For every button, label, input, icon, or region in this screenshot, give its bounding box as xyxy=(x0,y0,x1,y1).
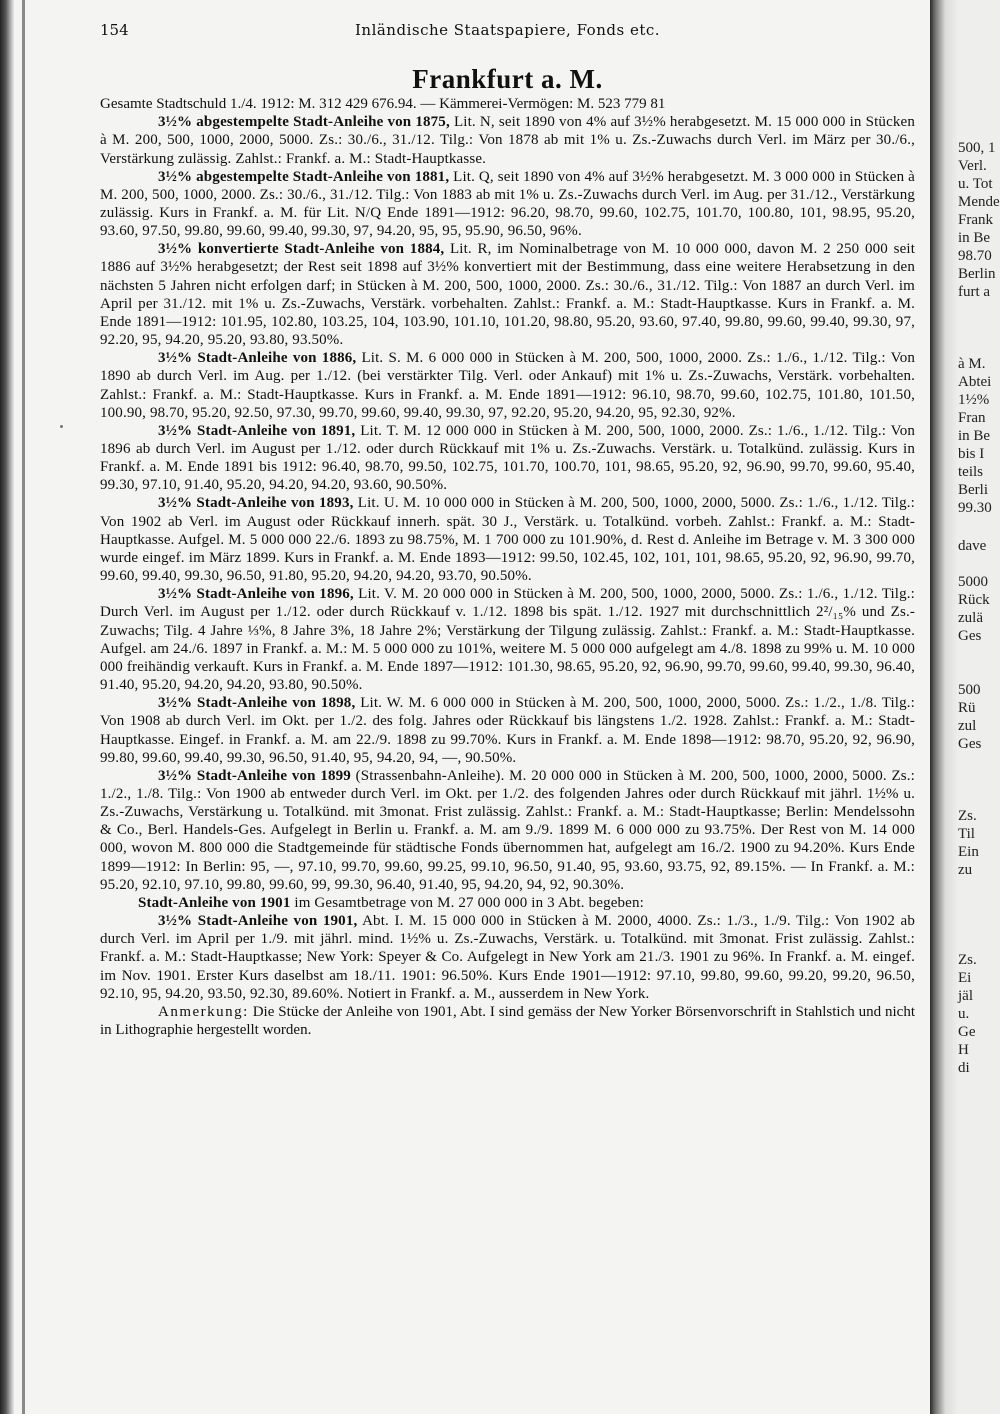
adjacent-fragment: in Be xyxy=(958,428,991,444)
total-debt-line: Gesamte Stadtschuld 1./4. 1912: M. 312 429 676.94. — Kämmerei-Vermögen: M. 523 779 81 xyxy=(100,96,666,112)
adjacent-fragment: Zs. xyxy=(958,952,977,968)
adjacent-fragment: Mende xyxy=(958,194,1000,210)
adjacent-fragment: à M. xyxy=(958,356,986,372)
bond-title: 3½% Stadt-Anleihe von 1899 xyxy=(158,767,351,784)
bond-title: 3½% konvertierte Stadt-Anleihe von 1884, xyxy=(158,241,445,258)
bond-details: Lit. T. M. 12 000 000 in Stücken à M. 200, 500, 1000, 2000. Zs.: 1./6., 1./12. Tilg.: Von 1896 ab durch Verl. im August per 1./12. oder durch Rückkauf mit 1% u. Zs.-Zuwachs. Verstärk. u. Totalkünd. zulässig. Kurs in Frankf. a. M. Ende 1891 bis 1912: 96.40, 98.70, 99.50, 102.75, 101.70, 100.70, 101, 98.65, 95.20, 92, 96.90, 99.70, 99.60, 95.40, 99.30, 97.10, 91.40, 95.20, 94.20, 94.20, 93.60, 90.50%. xyxy=(100,422,916,494)
bond-title: 3½% Stadt-Anleihe von 1891, xyxy=(158,422,356,439)
section-heading: Frankfurt a. M. xyxy=(412,64,603,94)
bond-details: Lit. N, seit 1890 von 4% auf 3½% herabgesetzt. M. 15 000 000 in Stücken à M. 200, 500, 1000, 2000, 5000. Zs.: 30./6., 31./12. Tilg.: Von 1878 ab mit 1% u. Zs.-Zuwachs durch Verl. im März per 30./6., Verstärkung zulässig. Zahlst.: Frankf. a. M.: Stadt-Hauptkasse. xyxy=(100,114,916,167)
adjacent-fragment: Berlin xyxy=(958,266,996,282)
adjacent-fragment: Berli xyxy=(958,482,988,498)
bond-entry xyxy=(100,494,915,585)
bond-details: Lit. W. M. 6 000 000 in Stücken à M. 200, 500, 1000, 2000, 5000. Zs.: 1./2., 1./8. Tilg.: Von 1908 ab durch Verl. im Okt. per 1./2. des folg. Jahres oder Rückkauf bis längstens 1./2. 1928. Zahlst.: Frankf. a. M.: Stadt-Hauptkasse. Eingef. in Frankf. a. M. am 22./9. 1898 zu 99.70%. Kurs in Frankf. a. M. Ende 1898—1912: 98.70, 95.20, 92, 96.90, 99.80, 99.60, 99.40, 99.30, 96.50, 91.40, 95, 94.20, 94, —, 90.50%. xyxy=(100,695,915,766)
bond-entry xyxy=(100,349,915,422)
bond-title: 3½% Stadt-Anleihe von 1901, xyxy=(158,913,358,930)
page-number: 154 xyxy=(100,21,129,39)
bond-entry xyxy=(100,694,915,767)
adjacent-fragment: Frank xyxy=(958,212,993,228)
bond-details: Lit. R, im Nominalbetrage von M. 10 000 000, davon M. 2 250 000 seit 1886 auf 3½% herabgesetzt; der Rest seit 1898 auf 3½% konvertiert mit der Bestimmung, dass eine weitere Herabsetzung in den nächsten 5 Jahren nicht erfolgen darf; in Stücken à M. 200, 500, 1000, 2000. Zs.: 30./6., 31./12. Tilg.: Von 1887 an durch Verl. im April per 31./12. mit 1% u. Zs.-Zuwachs, Verstärk. vorbehalten. Zahlst.: Frankf. a. M.: Stadt-Hauptkasse. Kurs in Frankf. a. M. Ende 1891—1912: 101.95, 102.80, 103.25, 104, 103.90, 101.10, 101.20, 98.80, 95.20, 93.60, 97.40, 99.80, 99.60, 99.40, 99.30, 97, 92.20, 95, 94.20, 95.20, 93.80, 93.50%. xyxy=(100,241,916,349)
bond-entry xyxy=(100,422,915,495)
bond-group-heading xyxy=(100,894,915,912)
adjacent-fragment: Til xyxy=(958,826,975,842)
adjacent-fragment: zulä xyxy=(958,610,983,626)
adjacent-fragment: teils xyxy=(958,464,983,480)
adjacent-fragment: Verl. xyxy=(958,158,987,174)
bond-title: 3½% abgestempelte Stadt-Anleihe von 1881, xyxy=(158,168,450,185)
adjacent-fragment: Ge xyxy=(958,1024,976,1040)
adjacent-fragment: u. Tot xyxy=(958,176,993,192)
adjacent-fragment: in Be xyxy=(958,230,991,246)
remark xyxy=(100,1003,915,1039)
remark-text: Die Stücke der Anleihe von 1901, Abt. I sind gemäss der New Yorker Börsenvorschrift in Stahlstich und nicht in Lithographie hergestellt worden. xyxy=(100,1003,915,1039)
bond-entry xyxy=(100,240,915,349)
bond-entry xyxy=(100,912,915,1003)
adjacent-fragment: dave xyxy=(958,538,987,554)
bond-entry xyxy=(100,585,915,694)
bond-title: 3½% Stadt-Anleihe von 1886, xyxy=(158,350,357,367)
adjacent-fragment: Ges xyxy=(958,628,982,644)
bond-details: (Strassenbahn-Anleihe). M. 20 000 000 in Stücken à M. 200, 500, 1000, 2000, 5000. Zs.: 1./2., 1./8. Tilg.: Von 1900 ab entweder durch Verl. im Okt. per 1./2. des folgenden Jahres oder durch Rückkauf mit jährl. 1½% u. Zs.-Zuwachs, Verstärkung u. Totalkünd. mit 3monat. Frist zulässig. Zahlst.: Frankf. a. M.: Stadt-Hauptkasse; Berlin: Mendelssohn & Co., Berl. Handels-Ges. Aufgelegt in Berlin u. Frankf. a. M. am 9./9. 1899 M. 6 000 000 zu 93.75%. Der Rest von M. 14 000 000, wovon M. 800 000 die Stadtgemeinde für städtische Fonds übernommen hat, aufgelegt am 16./2. 1900 zu 94.20%. Kurs Ende 1899—1912: In Berlin: 95, —, 97.10, 99.70, 99.60, 99.25, 99.10, 96.50, 91.40, 95, 93.60, 93.75, 92, 89.15%. — In Frankf. a. M.: 95.20, 92.10, 97.10, 99.80, 99.60, 99, 99.30, 96.40, 91.40, 95, 94.20, 94, 92, 90.30%. xyxy=(100,767,915,893)
running-title: Inländische Staatspapiere, Fonds etc. xyxy=(354,21,661,39)
bond-details: Lit. U. M. 10 000 000 in Stücken à M. 200, 500, 1000, 2000, 5000. Zs.: 1./6., 1./12. Tilg.: Von 1902 ab Verl. im August oder Rückkauf innerh. spät. 30 J., Verstärk. u. Totalkünd. vorbeh. Zahlst.: Frankf. a. M.: Stadt-Hauptkasse. Aufgel. M. 5 000 000 22./6. 1893 zu 98.75%, M. 1 700 000 zu 101.90%, d. Rest d. Anleihe im Betrage v. M. 3 300 000 wurde eingef. im März 1899. Kurs in Frankf. a. M. Ende 1893—1912: 99.50, 102.45, 102, 101, 101, 98.65, 95.20, 92, 96.90, 99.70, 99.60, 99.40, 99.30, 96.50, 91.80, 95.20, 94.20, 94.20, 93.70, 90.50%. xyxy=(100,495,915,585)
bond-group-details: im Gesamtbetrage von M. 27 000 000 in 3 Abt. begeben: xyxy=(294,894,644,911)
adjacent-fragment: H xyxy=(958,1042,969,1058)
adjacent-fragment: 1½% xyxy=(958,392,990,408)
adjacent-fragment: 500, 1 xyxy=(958,140,996,156)
adjacent-fragment: Rü xyxy=(958,700,976,716)
bond-details: Lit. Q, seit 1890 von 4% auf 3½% herabgesetzt. M. 3 000 000 in Stücken à M. 200, 500, 1000, 2000. Zs.: 30./6., 31./12. Tilg.: Von 1883 ab mit 1% u. Zs.-Zuwachs durch Verl. im Aug. per 31./12., Verstärkung zulässig. Kurs in Frankf. a. M. für Lit. N/Q Ende 1891—1912: 96.20, 98.70, 99.60, 102.75, 101.70, 100.80, 101, 98.95, 95.20, 93.60, 97.50, 99.80, 99.60, 99.40, 99.30, 97, 94.20, 95, 95, 95.90, 96.50, 96%. xyxy=(100,168,915,240)
book-page xyxy=(100,18,915,1039)
adjacent-fragment: Ei xyxy=(958,970,972,986)
adjacent-page-edge xyxy=(930,0,1000,1414)
adjacent-fragment: Zs. xyxy=(958,808,977,824)
bond-entries xyxy=(100,113,915,1039)
adjacent-fragment: zul xyxy=(958,718,977,734)
adjacent-fragment: furt a xyxy=(958,284,991,300)
book-spine-shadow xyxy=(0,0,14,1414)
adjacent-fragment: zu xyxy=(958,862,973,878)
bond-details: Lit. S. M. 6 000 000 in Stücken à M. 200, 500, 1000, 2000. Zs.: 1./6., 1./12. Tilg.: Von 1890 ab durch Verl. im Aug. per 1./12. (bei verstärkter Tilg. Verl. oder Ankauf) mit 1% u. Zs.-Zuwachs, Verstärk. vorbehalten. Zahlst.: Frankf. a. M.: Stadt-Hauptkasse. Kurs in Frankf. a. M. Ende 1891—1912: 96.10, 98.70, 99.60, 102.75, 101.80, 101.50, 100.90, 98.70, 95.20, 92.50, 97.30, 99.70, 99.60, 99.40, 99.30, 97, 92.20, 95.20, 94.20, 95, 92.30, 92%. xyxy=(100,350,915,421)
adjacent-fragment: Ges xyxy=(958,736,982,752)
adjacent-fragment: 500 xyxy=(958,682,981,698)
adjacent-fragment: Ein xyxy=(958,844,979,860)
bond-entry xyxy=(100,113,915,167)
running-head xyxy=(100,18,915,42)
paper-speck xyxy=(60,425,63,428)
adjacent-fragment: 98.70 xyxy=(958,248,992,264)
remark-label: Anmerkung: xyxy=(158,1003,249,1020)
adjacent-fragment: 5000 xyxy=(958,574,988,590)
adjacent-fragment: bis I xyxy=(958,446,985,462)
bond-entry xyxy=(100,767,915,894)
adjacent-fragment: Fran xyxy=(958,410,986,426)
bond-title: 3½% Stadt-Anleihe von 1896, xyxy=(158,586,354,603)
bond-details: Lit. V. M. 20 000 000 in Stücken à M. 200, 500, 1000, 2000, 5000. Zs.: 1./6., 1./12. Tilg.: Durch Verl. im August per 1./12. oder durch Rückkauf v. 1./12. 1898 bis spät. 1./12. 1927 mit durchschnittlich 2²/₁₅% und Zs.-Zuwachs; Tilg. 4 Jahre ⅓%, 8 Jahre 3%, 18 Jahre 2%; Verstärkung der Tilgung zulässig. Zahlst.: Frankf. a. M.: Stadt-Hauptkasse. Aufgel. am 24./6. 1897 in Frankf. a. M.: M. 5 000 000 zu 101%, weitere M. 5 000 000 aufgelegt am 4./8. 1898 zu 99% u. M. 10 000 000 freihändig verkauft. Kurs in Frankf. a. M. Ende 1897—1912: 101.30, 98.65, 95.20, 92, 96.90, 99.70, 99.60, 99.40, 99.30, 96.40, 91.40, 95.20, 94.20, 94.20, 93.80, 90.50%. xyxy=(100,586,915,694)
bond-title: 3½% Stadt-Anleihe von 1893, xyxy=(158,495,354,512)
adjacent-fragment: 99.30 xyxy=(958,500,992,516)
bond-entry xyxy=(100,168,915,241)
bond-title: 3½% abgestempelte Stadt-Anleihe von 1875, xyxy=(158,114,450,131)
bond-group-title: Stadt-Anleihe von 1901 xyxy=(138,894,291,911)
adjacent-fragment: Rück xyxy=(958,592,990,608)
adjacent-fragment: Abtei xyxy=(958,374,992,390)
bond-details: Abt. I. M. 15 000 000 in Stücken à M. 2000, 4000. Zs.: 1./3., 1./9. Tilg.: Von 1902 ab durch Verl. im April per 1./9. mit jährl. mind. 1½% u. Zs.-Zuwachs, Verstärk. u. Totalkünd. mit 3monat. Frist zulässig. Zahlst.: Frankf. a. M.: Stadt-Hauptkasse; New York: Speyer & Co. Aufgelegt in New York am 21./3. 1901 zu 96%. In Frankf. a. M. eingef. im Nov. 1901. Erster Kurs daselbst am 18./11. 1901: 96.50%. Kurs Ende 1901—1912: 97.10, 99.80, 99.60, 99.20, 99.20, 96.50, 92.10, 95, 94.20, 93.50, 92.30, 89.60%. Notiert in Frankf. a. M., ausserdem in New York. xyxy=(100,913,916,1002)
adjacent-fragment: di xyxy=(958,1060,970,1076)
adjacent-fragment: u. xyxy=(958,1006,970,1022)
adjacent-fragment: jäl xyxy=(958,988,973,1004)
bond-title: 3½% Stadt-Anleihe von 1898, xyxy=(158,695,356,712)
